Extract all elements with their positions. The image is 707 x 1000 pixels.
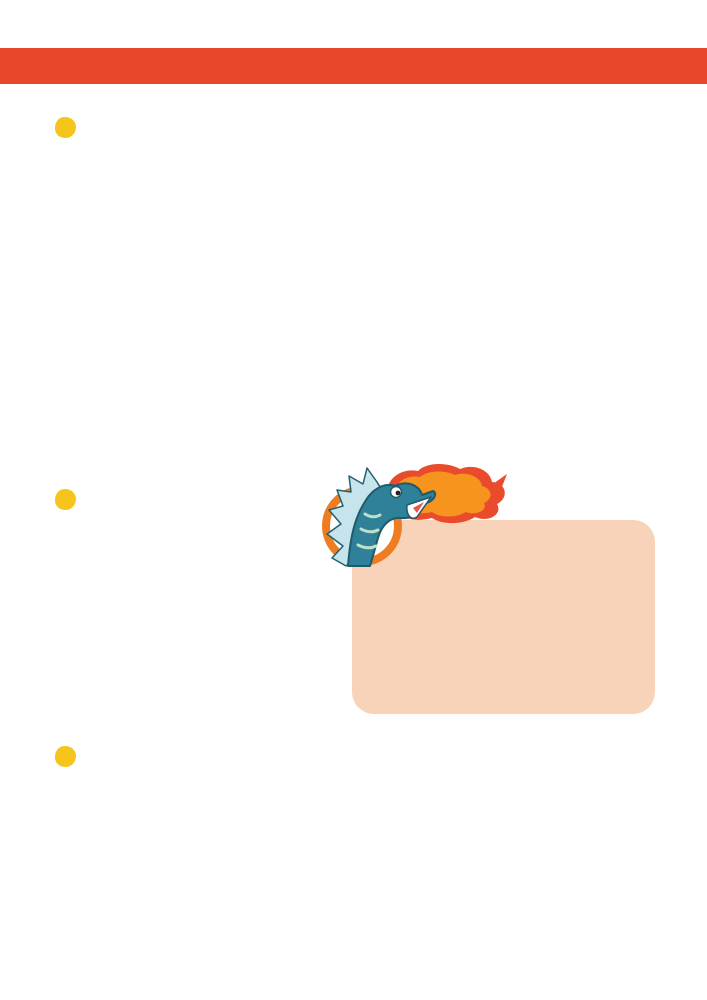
dragon-mascot [312, 462, 507, 584]
exercise3-badge [55, 746, 76, 767]
exercise1-badge [55, 117, 76, 138]
decor-bottom-band [0, 930, 707, 1000]
page-header-bar [0, 48, 707, 84]
exercise2-badge [55, 489, 76, 510]
word-snake [60, 126, 565, 238]
decor-top-band [0, 0, 707, 48]
decor-left-band [0, 84, 66, 1000]
